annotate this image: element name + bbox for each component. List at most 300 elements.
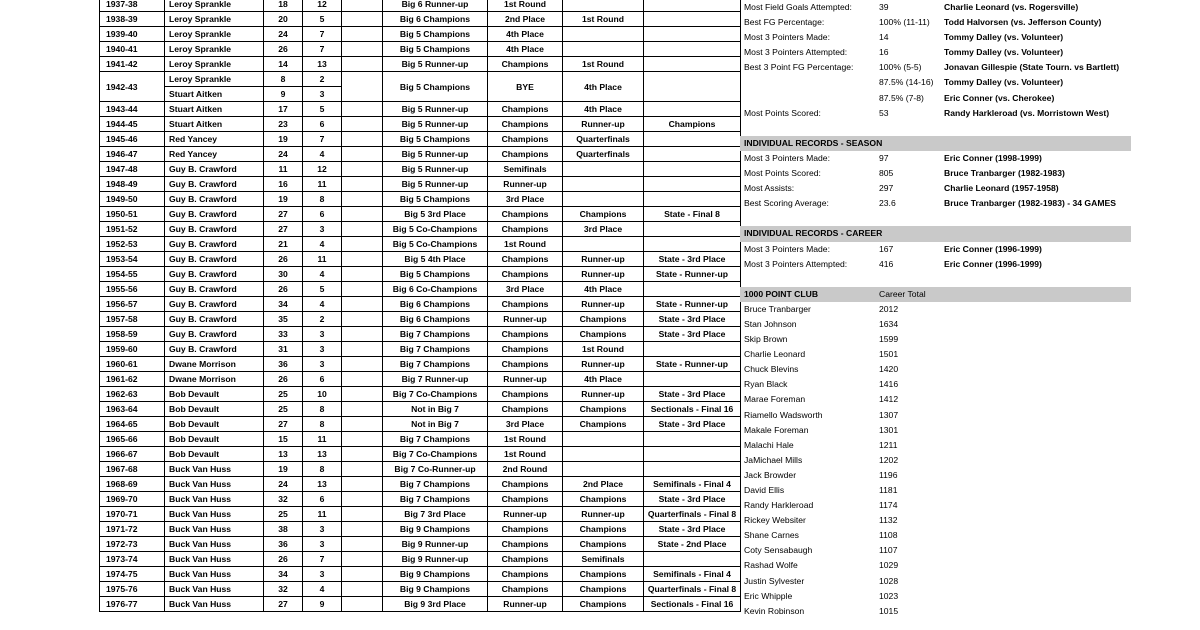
- season-records-header: [740, 136, 1131, 151]
- coach-cell: Buck Van Huss: [165, 582, 264, 597]
- conference-cell: Big 9 Champions: [383, 522, 488, 537]
- record-row: [740, 257, 1131, 272]
- coach-cell: Red Yancey: [165, 132, 264, 147]
- list-item: [740, 604, 1131, 619]
- state-cell: State - 3rd Place: [644, 327, 741, 342]
- list-item: [740, 302, 1131, 317]
- conference-cell: Big 7 Champions: [383, 492, 488, 507]
- losses-cell: 8: [303, 417, 342, 432]
- conference-cell: Big 5 Runner-up: [383, 102, 488, 117]
- record-label: Best 3 Point FG Percentage:: [744, 62, 854, 73]
- list-item: [740, 347, 1131, 362]
- record-holder: Todd Halvorsen (vs. Jefferson County): [944, 17, 1102, 28]
- record-value: 87.5% (7-8): [879, 92, 924, 103]
- season-cell: 1955-56: [100, 282, 165, 297]
- spacer-cell: [342, 327, 383, 342]
- district-cell: 1st Round: [488, 447, 563, 462]
- player-name: Shane Carnes: [744, 530, 799, 541]
- table-row: [100, 222, 741, 237]
- records-panel: [740, 0, 1131, 619]
- region-cell: Champions: [563, 207, 644, 222]
- wins-cell: 25: [264, 387, 303, 402]
- conference-cell: Big 7 Champions: [383, 357, 488, 372]
- player-name: Rashad Wolfe: [744, 560, 798, 571]
- table-row: [100, 582, 741, 597]
- record-value: 14: [879, 32, 889, 43]
- record-value: 16: [879, 47, 889, 58]
- region-cell: [563, 447, 644, 462]
- record-label: Best FG Percentage:: [744, 17, 825, 28]
- table-row: [100, 57, 741, 72]
- losses-cell: 3: [303, 522, 342, 537]
- section-title: 1000 POINT CLUB: [744, 288, 819, 299]
- list-item: [740, 589, 1131, 604]
- losses-cell: 4: [303, 582, 342, 597]
- record-value: 23.6: [879, 198, 896, 209]
- state-cell: [644, 72, 741, 102]
- table-row: [100, 402, 741, 417]
- career-total: 1301: [879, 424, 899, 435]
- region-cell: Runner-up: [563, 387, 644, 402]
- district-cell: Champions: [488, 492, 563, 507]
- list-item: [740, 498, 1131, 513]
- season-cell: 1975-76: [100, 582, 165, 597]
- region-cell: 1st Round: [563, 342, 644, 357]
- record-value: 87.5% (14-16): [879, 77, 934, 88]
- season-cell: 1958-59: [100, 327, 165, 342]
- coach-cell: Red Yancey: [165, 147, 264, 162]
- coach-cell: Guy B. Crawford: [165, 237, 264, 252]
- spacer-cell: [342, 192, 383, 207]
- district-cell: Semifinals: [488, 162, 563, 177]
- state-cell: Sectionals - Final 16: [644, 402, 741, 417]
- season-cell: 1937-38: [100, 0, 165, 12]
- district-cell: Champions: [488, 582, 563, 597]
- table-row: [100, 522, 741, 537]
- region-cell: Champions: [563, 567, 644, 582]
- season-cell: 1938-39: [100, 12, 165, 27]
- conference-cell: Big 5 4th Place: [383, 252, 488, 267]
- career-total: 2012: [879, 303, 899, 314]
- career-total: 1307: [879, 409, 899, 420]
- season-cell: 1953-54: [100, 252, 165, 267]
- list-item: [740, 392, 1131, 407]
- record-label: Most 3 Pointers Made:: [744, 32, 830, 43]
- table-row: [100, 102, 741, 117]
- losses-cell: 12: [303, 0, 342, 12]
- season-cell: 1960-61: [100, 357, 165, 372]
- spacer-cell: [342, 162, 383, 177]
- wins-cell: 27: [264, 222, 303, 237]
- region-cell: Champions: [563, 597, 644, 612]
- coach-cell: Guy B. Crawford: [165, 327, 264, 342]
- region-cell: Runner-up: [563, 117, 644, 132]
- losses-cell: 7: [303, 552, 342, 567]
- season-cell: 1949-50: [100, 192, 165, 207]
- state-cell: [644, 222, 741, 237]
- spacer-cell: [342, 462, 383, 477]
- state-cell: [644, 27, 741, 42]
- conference-cell: Big 5 Champions: [383, 132, 488, 147]
- district-cell: Champions: [488, 357, 563, 372]
- player-name: Eric Whipple: [744, 590, 793, 601]
- player-name: Stan Johnson: [744, 318, 797, 329]
- losses-cell: 13: [303, 447, 342, 462]
- spacer-cell: [342, 177, 383, 192]
- district-cell: Runner-up: [488, 372, 563, 387]
- region-cell: [563, 462, 644, 477]
- record-value: 416: [879, 258, 894, 269]
- district-cell: Champions: [488, 342, 563, 357]
- record-label: Most Points Scored:: [744, 168, 821, 179]
- region-cell: Champions: [563, 402, 644, 417]
- losses-cell: 5: [303, 282, 342, 297]
- state-cell: [644, 0, 741, 12]
- record-row: [740, 196, 1131, 211]
- table-row: [100, 27, 741, 42]
- wins-cell: 24: [264, 477, 303, 492]
- table-row: [100, 552, 741, 567]
- table-row: [100, 327, 741, 342]
- table-row: [100, 342, 741, 357]
- spacer-cell: [342, 102, 383, 117]
- coach-cell: Guy B. Crawford: [165, 312, 264, 327]
- coach-cell: Buck Van Huss: [165, 597, 264, 612]
- conference-cell: Big 6 Co-Champions: [383, 282, 488, 297]
- state-cell: [644, 12, 741, 27]
- conference-cell: Big 9 Champions: [383, 567, 488, 582]
- record-label: Most Points Scored:: [744, 107, 821, 118]
- region-cell: Champions: [563, 522, 644, 537]
- season-cell: 1956-57: [100, 297, 165, 312]
- conference-cell: Big 7 Champions: [383, 342, 488, 357]
- season-cell: 1965-66: [100, 432, 165, 447]
- wins-cell: 18: [264, 0, 303, 12]
- record-value: 100% (11-11): [879, 17, 930, 28]
- wins-cell: 34: [264, 567, 303, 582]
- wins-cell: 26: [264, 252, 303, 267]
- conference-cell: Big 5 Runner-up: [383, 117, 488, 132]
- losses-cell: 3: [303, 567, 342, 582]
- list-item: [740, 528, 1131, 543]
- list-item: [740, 574, 1131, 589]
- player-name: Charlie Leonard: [744, 349, 806, 360]
- district-cell: Runner-up: [488, 597, 563, 612]
- career-total: 1028: [879, 575, 899, 586]
- conference-cell: Big 5 Champions: [383, 192, 488, 207]
- table-row: [100, 192, 741, 207]
- conference-cell: Big 5 Runner-up: [383, 147, 488, 162]
- wins-cell: 30: [264, 267, 303, 282]
- losses-cell: 13: [303, 477, 342, 492]
- state-cell: Quarterfinals - Final 8: [644, 582, 741, 597]
- spacer-cell: [342, 207, 383, 222]
- table-row: [100, 312, 741, 327]
- losses-cell: 3: [303, 87, 342, 102]
- region-cell: Runner-up: [563, 507, 644, 522]
- conference-cell: Big 5 Co-Champions: [383, 222, 488, 237]
- list-item: [740, 513, 1131, 528]
- record-value: 39: [879, 2, 889, 12]
- losses-cell: 3: [303, 327, 342, 342]
- spacer-cell: [342, 522, 383, 537]
- district-cell: Champions: [488, 252, 563, 267]
- record-holder: Eric Conner (1996-1999): [944, 243, 1042, 254]
- wins-cell: 23: [264, 117, 303, 132]
- state-cell: [644, 147, 741, 162]
- conference-cell: Not in Big 7: [383, 402, 488, 417]
- season-cell: 1961-62: [100, 372, 165, 387]
- coach-cell: Buck Van Huss: [165, 492, 264, 507]
- losses-cell: 2: [303, 312, 342, 327]
- record-row: [740, 45, 1131, 60]
- district-cell: Champions: [488, 57, 563, 72]
- record-label: Best Scoring Average:: [744, 198, 829, 209]
- region-cell: Champions: [563, 312, 644, 327]
- career-total: 1412: [879, 394, 899, 405]
- season-cell: 1959-60: [100, 342, 165, 357]
- conference-cell: Big 9 Champions: [383, 582, 488, 597]
- losses-cell: 6: [303, 492, 342, 507]
- spacer-cell: [342, 372, 383, 387]
- state-cell: Champions: [644, 117, 741, 132]
- spacer-cell: [342, 267, 383, 282]
- table-row: [100, 537, 741, 552]
- spacer-cell: [342, 312, 383, 327]
- district-cell: 2nd Round: [488, 462, 563, 477]
- district-cell: Champions: [488, 117, 563, 132]
- season-cell: 1942-43: [100, 72, 165, 102]
- conference-cell: Big 9 3rd Place: [383, 597, 488, 612]
- coach-cell: Guy B. Crawford: [165, 282, 264, 297]
- wins-cell: 27: [264, 207, 303, 222]
- table-row: [100, 252, 741, 267]
- spacer-cell: [342, 387, 383, 402]
- conference-cell: Big 5 Champions: [383, 72, 488, 102]
- season-cell: 1947-48: [100, 162, 165, 177]
- wins-cell: 36: [264, 537, 303, 552]
- list-item: [740, 468, 1131, 483]
- losses-cell: 7: [303, 27, 342, 42]
- record-holder: Eric Conner (1996-1999): [944, 258, 1042, 269]
- record-label: Most Assists:: [744, 183, 795, 194]
- state-cell: State - 3rd Place: [644, 252, 741, 267]
- spacer-cell: [342, 507, 383, 522]
- losses-cell: 3: [303, 222, 342, 237]
- state-cell: [644, 42, 741, 57]
- career-total: 1181: [879, 485, 898, 495]
- career-total: 1132: [879, 515, 898, 526]
- spacer-cell: [342, 252, 383, 267]
- losses-cell: 4: [303, 297, 342, 312]
- district-cell: 4th Place: [488, 42, 563, 57]
- conference-cell: Big 7 Runner-up: [383, 372, 488, 387]
- table-row: [100, 387, 741, 402]
- player-name: Chuck Blevins: [744, 364, 799, 375]
- season-cell: 1972-73: [100, 537, 165, 552]
- record-holder: Charlie Leonard (1957-1958): [944, 183, 1059, 194]
- state-cell: State - 3rd Place: [644, 387, 741, 402]
- coach-cell: Buck Van Huss: [165, 477, 264, 492]
- season-cell: 1973-74: [100, 552, 165, 567]
- losses-cell: 11: [303, 507, 342, 522]
- record-row: [740, 242, 1131, 257]
- region-cell: [563, 27, 644, 42]
- conference-cell: Big 5 Runner-up: [383, 57, 488, 72]
- spacer-cell: [342, 297, 383, 312]
- spacer-cell: [342, 222, 383, 237]
- region-cell: 4th Place: [563, 72, 644, 102]
- coach-cell: Guy B. Crawford: [165, 267, 264, 282]
- record-holder: Tommy Dalley (vs. Volunteer): [944, 47, 1064, 58]
- record-holder: Tommy Dalley (vs. Volunteer): [944, 32, 1064, 43]
- district-cell: Champions: [488, 477, 563, 492]
- wins-cell: 31: [264, 342, 303, 357]
- record-label: Most 3 Pointers Attempted:: [744, 47, 848, 58]
- coach-cell: Guy B. Crawford: [165, 222, 264, 237]
- state-cell: [644, 432, 741, 447]
- wins-cell: 24: [264, 147, 303, 162]
- career-total: 1015: [879, 605, 899, 616]
- district-cell: Champions: [488, 222, 563, 237]
- region-cell: 2nd Place: [563, 477, 644, 492]
- losses-cell: 10: [303, 387, 342, 402]
- table-row: [100, 207, 741, 222]
- region-cell: [563, 42, 644, 57]
- district-cell: Champions: [488, 567, 563, 582]
- district-cell: Runner-up: [488, 507, 563, 522]
- losses-cell: 12: [303, 162, 342, 177]
- conference-cell: Big 7 Champions: [383, 432, 488, 447]
- table-row: [100, 72, 741, 87]
- district-cell: Champions: [488, 297, 563, 312]
- wins-cell: 15: [264, 432, 303, 447]
- losses-cell: 4: [303, 147, 342, 162]
- state-cell: Sectionals - Final 16: [644, 597, 741, 612]
- region-cell: 4th Place: [563, 372, 644, 387]
- spacer-cell: [342, 42, 383, 57]
- district-cell: Champions: [488, 327, 563, 342]
- point-club-list: [740, 302, 1131, 619]
- district-cell: 2nd Place: [488, 12, 563, 27]
- wins-cell: 9: [264, 87, 303, 102]
- coach-cell: Bob Devault: [165, 417, 264, 432]
- wins-cell: 19: [264, 462, 303, 477]
- losses-cell: 7: [303, 42, 342, 57]
- wins-cell: 26: [264, 42, 303, 57]
- losses-cell: 8: [303, 192, 342, 207]
- table-row: [100, 477, 741, 492]
- spacer-cell: [342, 72, 383, 102]
- coach-cell: Bob Devault: [165, 402, 264, 417]
- wins-cell: 19: [264, 192, 303, 207]
- state-cell: [644, 132, 741, 147]
- spacer-cell: [342, 477, 383, 492]
- record-row: [740, 181, 1131, 196]
- wins-cell: 26: [264, 552, 303, 567]
- spacer-cell: [342, 117, 383, 132]
- table-row: [100, 267, 741, 282]
- losses-cell: 4: [303, 237, 342, 252]
- season-cell: 1940-41: [100, 42, 165, 57]
- coach-cell: Leroy Sprankle: [165, 72, 264, 87]
- coach-cell: Bob Devault: [165, 432, 264, 447]
- state-cell: State - Final 8: [644, 207, 741, 222]
- district-cell: Champions: [488, 387, 563, 402]
- player-name: Marae Foreman: [744, 394, 806, 405]
- record-row: [740, 166, 1131, 181]
- district-cell: 1st Round: [488, 0, 563, 12]
- wins-cell: 16: [264, 177, 303, 192]
- list-item: [740, 483, 1131, 498]
- coach-cell: Stuart Aitken: [165, 87, 264, 102]
- wins-cell: 11: [264, 162, 303, 177]
- district-cell: 3rd Place: [488, 192, 563, 207]
- losses-cell: 4: [303, 267, 342, 282]
- state-cell: State - Runner-up: [644, 357, 741, 372]
- season-cell: 1976-77: [100, 597, 165, 612]
- season-cell: 1948-49: [100, 177, 165, 192]
- record-row: [740, 30, 1131, 45]
- losses-cell: 3: [303, 537, 342, 552]
- conference-cell: Big 5 Champions: [383, 267, 488, 282]
- conference-cell: Big 5 Champions: [383, 42, 488, 57]
- state-cell: Quarterfinals - Final 8: [644, 507, 741, 522]
- state-cell: Semifinals - Final 4: [644, 567, 741, 582]
- wins-cell: 36: [264, 357, 303, 372]
- table-row: [100, 597, 741, 612]
- player-name: Coty Sensabaugh: [744, 545, 813, 556]
- career-records: [740, 242, 1131, 272]
- state-cell: [644, 372, 741, 387]
- conference-cell: Big 5 3rd Place: [383, 207, 488, 222]
- coach-cell: Stuart Aitken: [165, 117, 264, 132]
- career-total: 1023: [879, 590, 899, 601]
- losses-cell: 11: [303, 177, 342, 192]
- coach-cell: Leroy Sprankle: [165, 12, 264, 27]
- state-cell: [644, 342, 741, 357]
- table-row: [100, 237, 741, 252]
- career-total: 1108: [879, 530, 898, 541]
- conference-cell: Big 5 Champions: [383, 27, 488, 42]
- table-row: [100, 282, 741, 297]
- district-cell: Runner-up: [488, 312, 563, 327]
- list-item: [740, 377, 1131, 392]
- table-row: [100, 132, 741, 147]
- record-row: [740, 15, 1131, 30]
- record-value: 53: [879, 107, 889, 118]
- record-holder: Tommy Dalley (vs. Volunteer): [944, 77, 1064, 88]
- season-cell: 1968-69: [100, 477, 165, 492]
- district-cell: Champions: [488, 402, 563, 417]
- coach-cell: Guy B. Crawford: [165, 192, 264, 207]
- coach-cell: Leroy Sprankle: [165, 27, 264, 42]
- losses-cell: 5: [303, 102, 342, 117]
- state-cell: [644, 102, 741, 117]
- losses-cell: 7: [303, 132, 342, 147]
- conference-cell: Big 7 Co-Runner-up: [383, 462, 488, 477]
- spacer-cell: [342, 417, 383, 432]
- season-cell: 1943-44: [100, 102, 165, 117]
- losses-cell: 6: [303, 207, 342, 222]
- record-row: [740, 0, 1131, 15]
- record-holder: Charlie Leonard (vs. Rogersville): [944, 2, 1079, 12]
- wins-cell: 25: [264, 507, 303, 522]
- record-holder: Jonavan Gillespie (State Tourn. vs Bartlett): [944, 62, 1120, 73]
- spacer-cell: [342, 402, 383, 417]
- season-cell: 1946-47: [100, 147, 165, 162]
- region-cell: Quarterfinals: [563, 132, 644, 147]
